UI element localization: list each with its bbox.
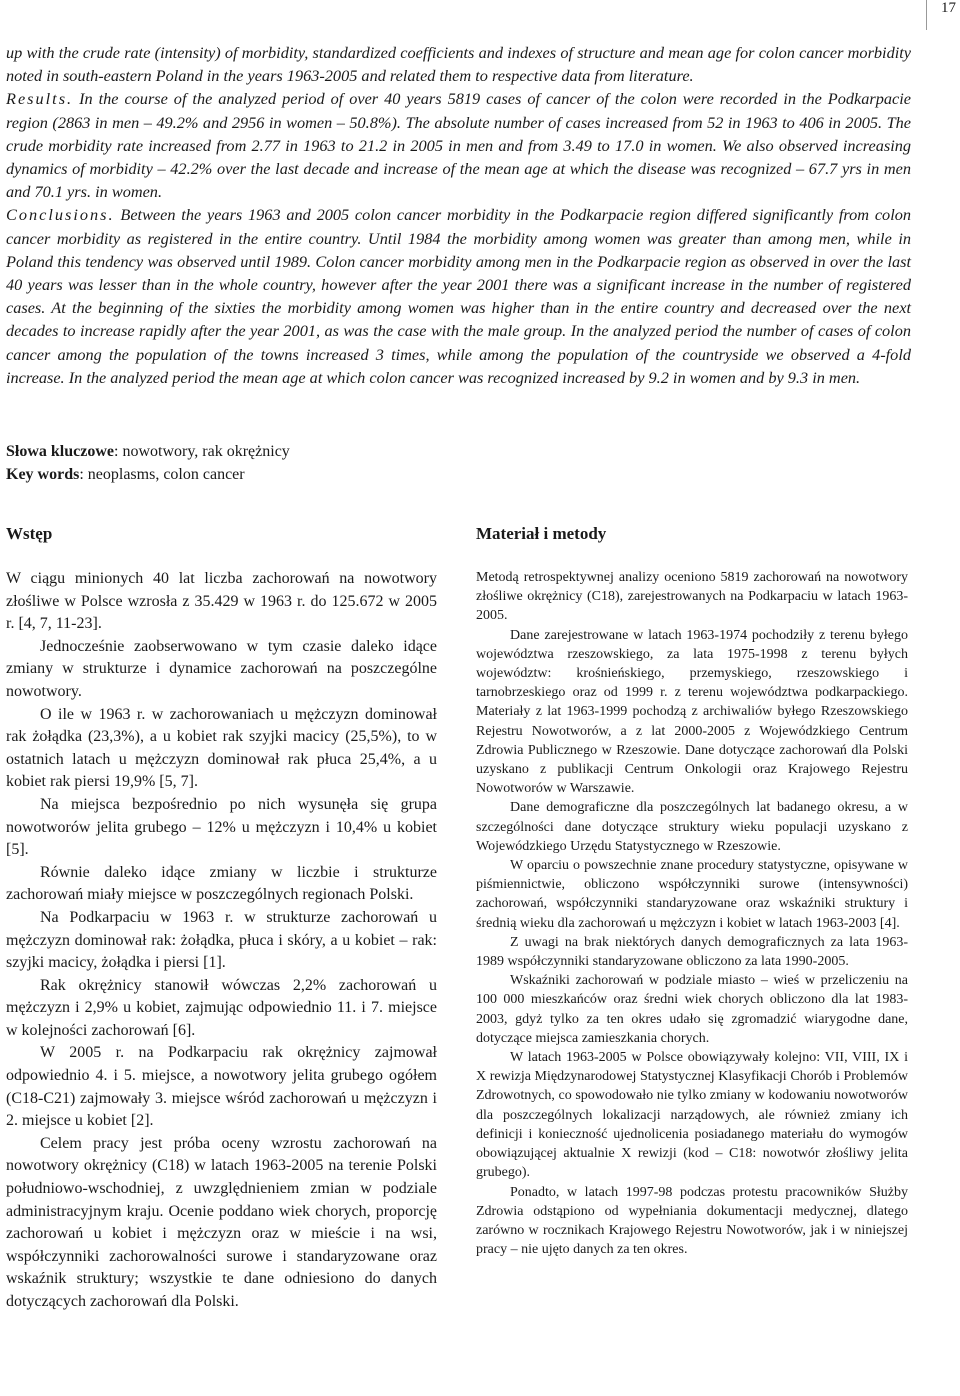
- keywords-english: [6, 463, 911, 486]
- header-rule: [926, 0, 927, 30]
- body-paragraph: Dane demograficzne dla poszczególnych lat badanego okresu, a w szczególności dane dotyczące struktury wieku populacji uzyskano z Wojewódzkiego Urzędu Statystycznego w Rzeszowie.: [476, 800, 908, 854]
- body-paragraph: W 2005 r. na Podkarpaciu rak okrężnicy zajmował odpowiednio 4. i 5. miejsce, a nowotwory jelita grubego ogółem (C18-C21) zajmowały 3. miejsce wśród zachorowań u mężczyzn i 2. miejsce u kobiet [2].: [6, 1044, 437, 1130]
- body-paragraph: W ciągu minionych 40 lat liczba zachorowań na nowotwory złośliwe w Polsce wzrosła z 35.429 w 1963 r. do 125.672 w 2005 r. [4, 7, 11-23].: [6, 570, 437, 633]
- methods-column: [476, 568, 908, 1259]
- keywords-polish: [6, 440, 911, 463]
- body-paragraph: Metodą retrospektywnej analizy oceniono 5819 zachorowań na nowotwory złośliwe okrężnicy (C18), zarejestrowanych na Podkarpaciu w latach 1963-2005.: [476, 570, 908, 624]
- abstract: [6, 41, 911, 389]
- body-paragraph: Na Podkarpaciu w 1963 r. w strukturze zachorowań u mężczyzn dominował rak: żołądka, płuca i skóry, a u kobiet – rak: szyjki macicy, żołądka i piersi [1].: [6, 908, 437, 972]
- body-paragraph: Na miejsca bezpośrednio po nich wysunęła się grupa nowotworów jelita grubego – 12% u mężczyzn i 10,4% u kobiet [5].: [6, 795, 437, 859]
- body-paragraph: Dane zarejestrowane w latach 1963-1974 pochodziły z terenu byłego województwa rzeszowskiego, za lata 1975-1998 z terenu byłych województw: krośnieńskiego, przemyskiego, rzeszowskiego i tarnobrzeskiego oraz od 1999 r. z terenu województwa podkarpackiego. Materiały z lat 1963-1999 pochodzą z archiwaliów byłego Rzeszowskiego Rejestru Nowotworów, a z lat 2000-2005 z Wojewódzkiego Centrum Zdrowia Publicznego w Rzeszowie. Dane dotyczące zachorowań dla Polski uzyskano z publikacji Centrum Onkologii oraz Krajowego Rejestru Nowotworów w Warszawie.: [476, 627, 908, 797]
- body-paragraph: W latach 1963-2005 w Polsce obowiązywały kolejno: VII, VIII, IX i X rewizja Międzynarodowej Statystycznej Klasyfikacji Chorób i Problemów Zdrowotnych, co spowodowało nie tylko zmiany w kodowaniu nowotworów dla poszczególnych lokalizacji narządowych, ale również zmiany ich definicji i konieczność ujednolicenia posiadanego materiału do wymogów obowiązującej aktualnie X rewizji (kod – C18: nowotwór złośliwy jelita grubego).: [476, 1050, 908, 1181]
- keywords-polish-text: : nowotwory, rak okrężnicy: [114, 443, 290, 460]
- abstract-paragraph: [6, 203, 911, 389]
- keywords-english-text: : neoplasms, colon cancer: [79, 466, 245, 483]
- section-heading-methods: Materiał i metody: [476, 524, 607, 543]
- body-paragraph: Równie daleko idące zmiany w liczbie i strukturze zachorowań miały miejsce w poszczególnych regionach Polski.: [6, 863, 437, 904]
- keywords-polish-label: Słowa kluczowe: [6, 443, 114, 460]
- abstract-paragraph: [6, 41, 911, 87]
- body-paragraph: Celem pracy jest próba oceny wzrostu zachorowań na nowotwory okrężnicy (C18) w latach 1963-2005 na terenie Polski południowo-wschodniej, z uwzględnieniem zmian w podziale administracyjnym kraju. Ocenie poddano wiek chorych, proporcję zachorowań u kobiet i mężczyzn oraz w mieście i na wsi, współczynniki zachorowalności surowe i standaryzowane oraz wskaźnik struktury; wszystkie te dane odniesiono do danych dotyczących zachorowań dla Polski.: [6, 1134, 437, 1310]
- conclusions-text: Between the years 1963 and 2005 colon cancer morbidity in the Podkarpacie region differed significantly from colon cancer morbidity as registered in the entire country. Until 1984 the morbidity among women was greater than among men, while in Poland this tendency was observed until 1989. Colon cancer morbidity among men in the Podkarpacie region as observed in over the last 40 years was lesser than in the whole country, however after the year 2001 there was a significant increase in the number of registered cases. At the beginning of the sixties the morbidity among women was higher than in the entire country and decreased over the next decades to increase rapidly after the year 2001, as was the case with the male group. In the analyzed period the number of cases of colon cancer among the population of the towns increased 3 times, while among the population of the countryside we observed a 4-fold increase. In the analyzed period the mean age at which colon cancer was recognized increased by 9.2 in women and by 9.3 in men.: [6, 205, 911, 387]
- body-paragraph: Z uwagi na brak niektórych danych demograficznych za lata 1963-1989 współczynniki standaryzowane obliczono za lata 1990-2005.: [476, 934, 908, 970]
- results-text: In the course of the analyzed period of over 40 years 5819 cases of cancer of the colon were recorded in the Podkarpacie region (2863 in men – 49.2% and 2956 in women – 50.8%). The absolute number of cases increased from 52 in 1963 to 406 in 2005. The crude morbidity rate increased from 2.77 in 1963 to 21.2 in 2005 in men and from 3.49 to 17.0 in women. We also observed increasing dynamics of morbidity – 42.2% over the last decade and increase of the mean age at which the disease was recognized – 67.7 yrs in men and 70.1 yrs. in women.: [6, 89, 911, 202]
- body-paragraph: Jednocześnie zaobserwowano w tym czasie daleko idące zmiany w strukturze i dynamice zachorowań na poszczególne nowotwory.: [6, 637, 437, 700]
- results-label: Results.: [6, 89, 74, 109]
- body-paragraph: W oparciu o powszechnie znane procedury statystyczne, opisywane w piśmiennictwie, obliczono współczynniki surowe (intensywności) zachorowań, współczynniki standaryzowane oraz wskaźniki struktury i średnią wieku dla zachorowań u mężczyzn i kobiet w latach 1963-2003 [4].: [476, 858, 908, 931]
- page-number: 17: [941, 0, 956, 16]
- body-paragraph: Wskaźniki zachorowań w podziale miasto – wieś w przeliczeniu na 100 000 mieszkańców oraz średni wiek chorych obliczono dla lat 1983-2003, gdyż tylko za ten okres udało się zgromadzić wiarygodne dane, dotyczące miejsca zamieszkania chorych.: [476, 973, 908, 1046]
- body-paragraph: Ponadto, w latach 1997-98 podczas protestu pracowników Służby Zdrowia odstąpiono od wypełniania dokumentacji medycznej, dlatego zarówno w rocznikach Krajowego Rejestru Nowotworów, jak i w niniejszej pracy – nie ujęto danych za ten okres.: [476, 1184, 908, 1258]
- body-paragraph: O ile w 1963 r. w zachorowaniach u mężczyzn dominował rak żołądka (23,3%), a u kobiet rak szyjki macicy (25,5%), to w ostatnich latach u mężczyzn dominował rak płuca 25,4%, a u kobiet rak piersi 19,9% [5, 7].: [6, 705, 437, 791]
- body-paragraph: Rak okrężnicy stanowił wówczas 2,2% zachorowań u mężczyzn i 2,9% u kobiet, zajmując odpowiednio 11. i 7. miejsce w kolejności zachorowań [6].: [6, 976, 437, 1039]
- abstract-paragraph: [6, 87, 911, 203]
- introduction-column: [6, 568, 437, 1314]
- keywords-block: [6, 440, 911, 486]
- abstract-methods-text: up with the crude rate (intensity) of morbidity, standardized coefficients and indexes of structure and mean age for colon cancer morbidity noted in south-eastern Poland in the years 1963-2005 and related them to respective data from literature.: [6, 43, 911, 86]
- section-heading-introduction: Wstęp: [6, 524, 53, 543]
- keywords-english-label: Key words: [6, 466, 80, 483]
- conclusions-label: Conclusions.: [6, 205, 115, 225]
